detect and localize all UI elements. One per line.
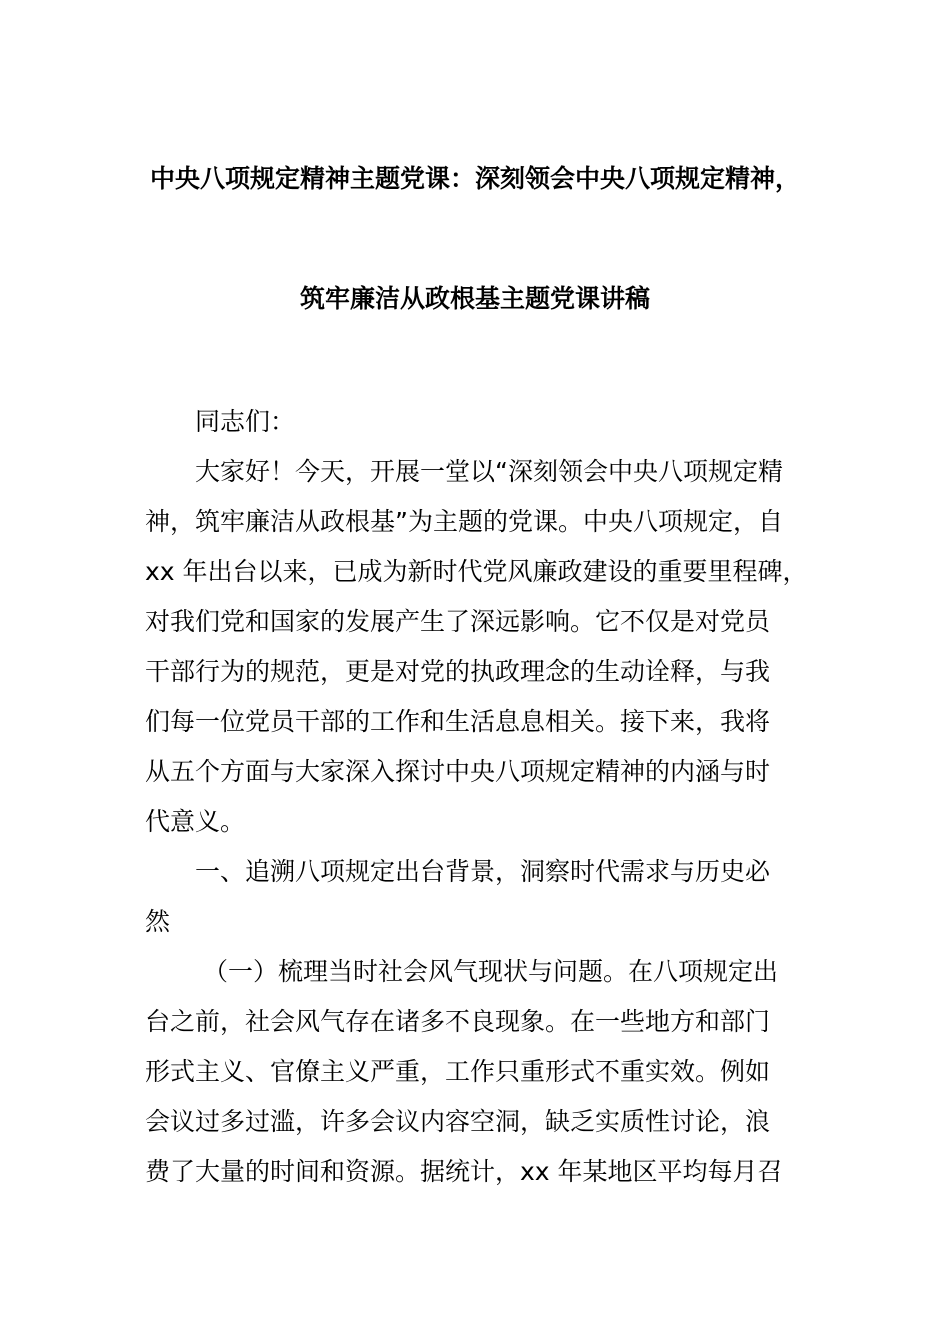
body-line: 费了大量的时间和资源。据统计，xx 年某地区平均每月召 <box>145 1157 783 1186</box>
document-body <box>145 397 810 1197</box>
body-line: 干部行为的规范，更是对党的执政理念的生动诠释，与我 <box>145 657 771 686</box>
document-title-line-2: 筑牢廉洁从政根基主题党课讲稿 <box>299 284 650 313</box>
body-line: 台之前，社会风气存在诸多不良现象。在一些地方和部门 <box>145 1007 771 1036</box>
body-line: 代意义。 <box>145 807 246 836</box>
body-line: xx 年出台以来，已成为新时代党风廉政建设的重要里程碑， <box>145 557 808 586</box>
body-line: 神，筑牢廉洁从政根基”为主题的党课。中央八项规定，自 <box>145 507 783 536</box>
body-line: 会议过多过滥，许多会议内容空洞，缺乏实质性讨论，浪 <box>145 1107 771 1136</box>
body-line: 大家好！今天，开展一堂以“深刻领会中央八项规定精 <box>195 457 783 486</box>
salutation: 同志们： <box>195 407 296 436</box>
body-line: 形式主义、官僚主义严重，工作只重形式不重实效。例如 <box>145 1057 771 1086</box>
document-title-line-1: 中央八项规定精神主题党课：深刻领会中央八项规定精神， <box>149 164 800 193</box>
section-heading-line: 然 <box>145 907 171 936</box>
section-heading-line: 一、追溯八项规定出台背景，洞察时代需求与历史必 <box>195 857 771 886</box>
body-line: 们每一位党员干部的工作和生活息息相关。接下来，我将 <box>145 707 771 736</box>
subsection-line: （一）梳理当时社会风气现状与问题。在八项规定出 <box>203 957 779 986</box>
body-line: 对我们党和国家的发展产生了深远影响。它不仅是对党员 <box>145 607 771 636</box>
body-line: 从五个方面与大家深入探讨中央八项规定精神的内涵与时 <box>145 757 771 786</box>
